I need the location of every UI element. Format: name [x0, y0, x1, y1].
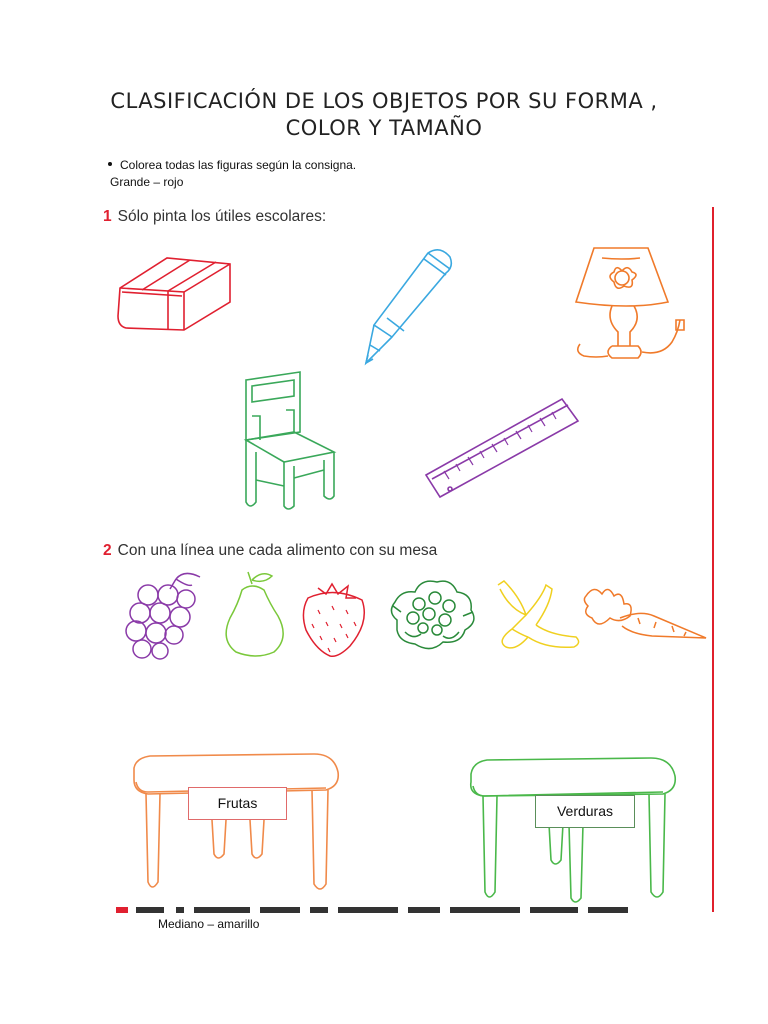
section2-number: 2 [103, 542, 112, 559]
section1-heading [103, 208, 326, 226]
size-medium-label: Mediano – amarillo [158, 917, 260, 931]
page-title-line2: COLOR Y TAMAÑO [285, 116, 483, 140]
cauliflower-icon [385, 572, 480, 662]
section1-number: 1 [103, 208, 112, 225]
instruction-text: Colorea todas las figuras según la consigna. [120, 158, 357, 172]
banana-icon [490, 575, 585, 660]
fruit-table-icon [130, 750, 345, 895]
strawberry-icon [298, 576, 370, 658]
section2-text: Con una línea une cada alimento con su mesa [117, 542, 438, 559]
vegetable-table-label: Verduras [535, 795, 635, 828]
page-margin-line [712, 207, 714, 912]
pear-icon [218, 568, 293, 660]
grapes-icon [118, 567, 210, 662]
carrot-icon [580, 578, 710, 648]
section2-heading [103, 542, 437, 560]
ruler-icon [422, 395, 582, 500]
instruction-bullet [108, 158, 356, 172]
size-large-label: Grande – rojo [110, 175, 184, 189]
bullet-dot-icon [108, 162, 112, 166]
lamp-icon [572, 240, 692, 370]
chair-icon [238, 370, 343, 515]
eraser-icon [112, 250, 237, 335]
page-title-line1: CLASIFICACIÓN DE LOS OBJETOS POR SU FORMA , [110, 89, 658, 113]
pencil-icon [362, 245, 457, 370]
vegetable-table-icon [465, 752, 680, 907]
fruit-table-label: Frutas [188, 787, 287, 820]
section1-text: Sólo pinta los útiles escolares: [117, 208, 327, 225]
cutoff-text-fragment [110, 905, 650, 913]
